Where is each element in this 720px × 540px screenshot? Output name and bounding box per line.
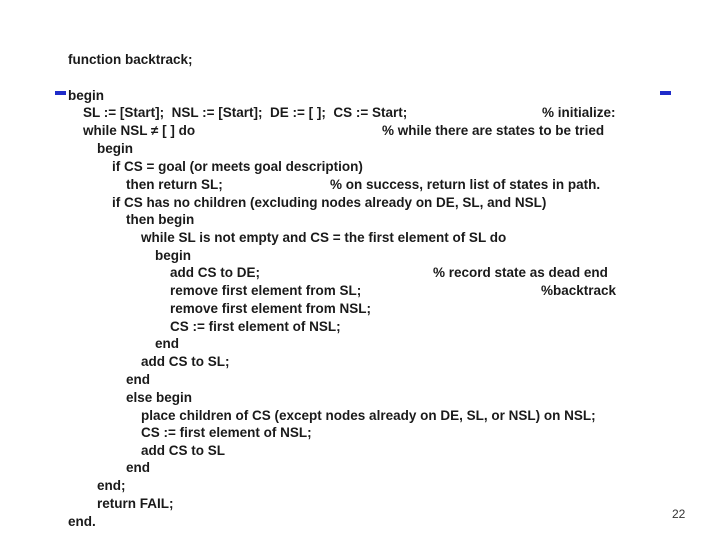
decorative-dash-right	[660, 91, 671, 95]
comment-on-success: % on success, return list of states in path.	[330, 177, 601, 192]
comment-initialize: % initialize:	[542, 105, 616, 120]
code-line-begin-2: begin	[97, 141, 133, 156]
comment-while-states: % while there are states to be tried	[382, 123, 605, 138]
code-line-place-children: place children of CS (except nodes already on DE, SL, or NSL) on NSL;	[141, 408, 596, 423]
code-line-end-else: end	[126, 460, 151, 475]
code-line-end-inner: end	[155, 336, 180, 351]
code-line-add-sl: add CS to SL;	[141, 354, 230, 369]
code-line-remove-nsl: remove first element from NSL;	[170, 301, 372, 316]
code-line-if-goal: if CS = goal (or meets goal description)	[112, 159, 363, 174]
code-line-begin: begin	[68, 88, 104, 103]
code-line-function: function backtrack;	[68, 52, 193, 67]
code-line-end-final: end.	[68, 514, 96, 529]
code-line-end-while: end;	[97, 478, 126, 493]
code-line-end-then: end	[126, 372, 151, 387]
code-line-else-begin: else begin	[126, 390, 193, 405]
code-line-remove-sl: remove first element from SL;	[170, 283, 362, 298]
page-number: 22	[672, 507, 686, 521]
code-line-add-sl-2: add CS to SL	[141, 443, 225, 458]
code-line-while: while NSL ≠ [ ] do	[83, 123, 196, 138]
code-line-begin-3: begin	[155, 248, 191, 263]
code-line-then-begin: then begin	[126, 212, 195, 227]
comment-backtrack: %backtrack	[541, 283, 617, 298]
code-line-add-de: add CS to DE;	[170, 265, 260, 280]
code-line-cs-first: CS := first element of NSL;	[170, 319, 341, 334]
decorative-dash-left	[55, 91, 66, 95]
code-line-init: SL := [Start]; NSL := [Start]; DE := [ ]; CS := Start;	[83, 105, 408, 120]
code-line-cs-first-2: CS := first element of NSL;	[141, 425, 312, 440]
comment-dead-end: % record state as dead end	[433, 265, 608, 280]
code-line-return-fail: return FAIL;	[97, 496, 174, 511]
code-line-while-sl: while SL is not empty and CS = the first element of SL do	[141, 230, 507, 245]
code-line-return-sl: then return SL;	[126, 177, 223, 192]
code-line-if-no-children: if CS has no children (excluding nodes already on DE, SL, and NSL)	[112, 195, 547, 210]
